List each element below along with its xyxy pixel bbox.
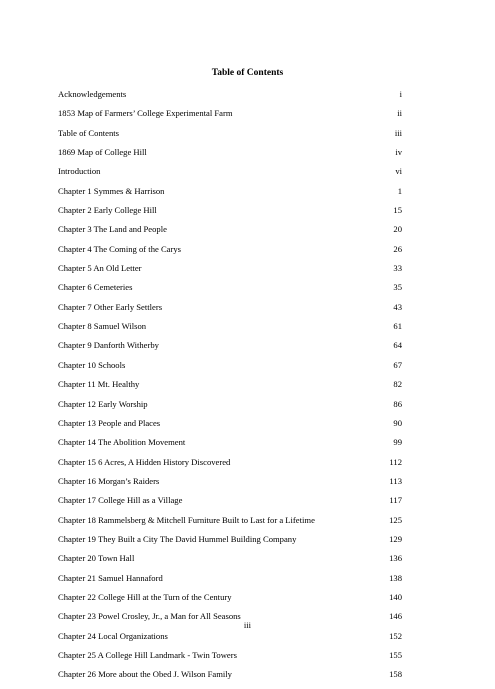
toc-entry-label: Chapter 4 The Coming of the Carys xyxy=(58,243,181,254)
toc-entry xyxy=(58,573,402,592)
toc-entry xyxy=(58,592,402,611)
toc-entry-label: Chapter 12 Early Worship xyxy=(58,398,148,409)
toc-entry-label: Chapter 25 A College Hill Landmark - Twin Towers xyxy=(58,649,237,660)
page-number: iii xyxy=(243,620,252,630)
toc-entry-page: 33 xyxy=(393,263,402,274)
toc-entry xyxy=(58,399,402,418)
toc-entry-label: Chapter 22 College Hill at the Turn of the Century xyxy=(58,591,232,602)
toc-entry xyxy=(58,418,402,437)
toc-entry xyxy=(58,379,402,398)
toc-entry-page: 86 xyxy=(393,398,402,409)
toc-entry xyxy=(58,534,402,553)
toc-entry xyxy=(58,515,402,534)
toc-entry-page: 152 xyxy=(389,630,402,641)
toc-entry-label: 1853 Map of Farmers’ College Experimental Farm xyxy=(58,108,233,119)
toc-entry-label: Chapter 5 An Old Letter xyxy=(58,263,142,274)
toc-entry-label: Chapter 11 Mt. Healthy xyxy=(58,379,140,390)
toc-entry-page: 1 xyxy=(397,185,402,196)
toc-entry xyxy=(58,166,402,185)
toc-entry-page: i xyxy=(399,89,402,99)
toc-entry-page: 140 xyxy=(389,591,402,602)
toc-entry-page: 113 xyxy=(389,475,402,486)
toc-entry xyxy=(58,205,402,224)
toc-entry-label: Chapter 26 More about the Obed J. Wilson Family xyxy=(58,669,232,680)
toc-entry-page: 43 xyxy=(393,301,402,312)
toc-entry xyxy=(58,457,402,476)
toc-entry-label: Chapter 1 Symmes & Harrison xyxy=(58,185,165,196)
toc-entry xyxy=(58,224,402,243)
toc-entry-page: ii xyxy=(397,108,402,119)
toc-entry-label: Chapter 2 Early College Hill xyxy=(58,205,157,216)
toc-entry-page: iv xyxy=(395,147,402,158)
toc-entry xyxy=(58,553,402,572)
toc-entry-label: Chapter 17 College Hill as a Village xyxy=(58,495,183,506)
toc-entry xyxy=(58,263,402,282)
toc-entry-page: 61 xyxy=(393,321,402,332)
toc-entry-page: 64 xyxy=(393,340,402,351)
toc-entry xyxy=(58,650,402,669)
toc-entry-page: 15 xyxy=(393,205,402,216)
toc-entry-label: Chapter 16 Morgan’s Raiders xyxy=(58,475,160,486)
toc-entry-label: Acknowledgements xyxy=(58,89,127,99)
toc-entry-page: 90 xyxy=(393,417,402,428)
toc-entry xyxy=(58,437,402,456)
toc-entry-label: Chapter 13 People and Places xyxy=(58,417,161,428)
table-of-contents xyxy=(58,89,402,689)
toc-entry xyxy=(58,321,402,340)
toc-entry-label: Chapter 10 Schools xyxy=(58,359,126,370)
toc-entry xyxy=(58,476,402,495)
toc-entry-label: Chapter 23 Powel Crosley, Jr., a Man for All Seasons xyxy=(58,611,241,622)
toc-entry-page: 129 xyxy=(389,533,402,544)
toc-entry-label: Table of Contents xyxy=(58,127,119,138)
page-title: Table of Contents xyxy=(211,68,284,78)
toc-entry-label: Chapter 14 The Abolition Movement xyxy=(58,437,186,448)
toc-entry xyxy=(58,147,402,166)
toc-entry-label: Chapter 9 Danforth Witherby xyxy=(58,340,159,351)
toc-entry xyxy=(58,340,402,359)
toc-entry xyxy=(58,128,402,147)
toc-entry-page: 138 xyxy=(389,572,402,583)
toc-entry-label: Chapter 8 Samuel Wilson xyxy=(58,321,147,332)
toc-entry-label: Chapter 20 Town Hall xyxy=(58,553,135,564)
toc-entry-page: 20 xyxy=(393,224,402,235)
toc-entry xyxy=(58,244,402,263)
toc-entry-page: 146 xyxy=(389,611,402,622)
toc-entry-page: 117 xyxy=(389,495,402,506)
toc-entry-page: 82 xyxy=(393,379,402,390)
toc-entry-label: Chapter 24 Local Organizations xyxy=(58,630,168,641)
toc-entry xyxy=(58,108,402,127)
toc-entry-label: Chapter 6 Cemeteries xyxy=(58,282,133,293)
toc-entry xyxy=(58,282,402,301)
toc-entry-page: 67 xyxy=(393,359,402,370)
toc-entry-page: 35 xyxy=(393,282,402,293)
toc-entry-page: 125 xyxy=(389,514,402,525)
toc-entry xyxy=(58,186,402,205)
toc-entry-label: 1869 Map of College Hill xyxy=(58,147,147,158)
toc-entry xyxy=(58,360,402,379)
toc-entry-label: Chapter 18 Rammelsberg & Mitchell Furniture Built to Last for a Lifetime xyxy=(58,514,315,525)
toc-entry-page: 155 xyxy=(389,649,402,660)
toc-entry-label: Chapter 19 They Built a City The David Hummel Building Company xyxy=(58,533,297,544)
toc-entry-page: 26 xyxy=(393,243,402,254)
toc-entry-page: 112 xyxy=(389,456,402,467)
toc-entry xyxy=(58,495,402,514)
toc-entry xyxy=(58,631,402,650)
toc-entry-label: Introduction xyxy=(58,166,101,177)
toc-entry xyxy=(58,89,402,108)
toc-entry-page: 99 xyxy=(393,437,402,448)
toc-entry xyxy=(58,669,402,688)
toc-entry-page: 158 xyxy=(389,669,402,680)
toc-entry-page: iii xyxy=(394,127,402,138)
toc-entry-label: Chapter 15 6 Acres, A Hidden History Discovered xyxy=(58,456,231,467)
toc-entry-page: vi xyxy=(395,166,402,177)
toc-entry-label: Chapter 3 The Land and People xyxy=(58,224,167,235)
toc-entry xyxy=(58,302,402,321)
toc-entry-label: Chapter 21 Samuel Hannaford xyxy=(58,572,163,583)
toc-entry-page: 136 xyxy=(389,553,402,564)
toc-entry-label: Chapter 7 Other Early Settlers xyxy=(58,301,163,312)
